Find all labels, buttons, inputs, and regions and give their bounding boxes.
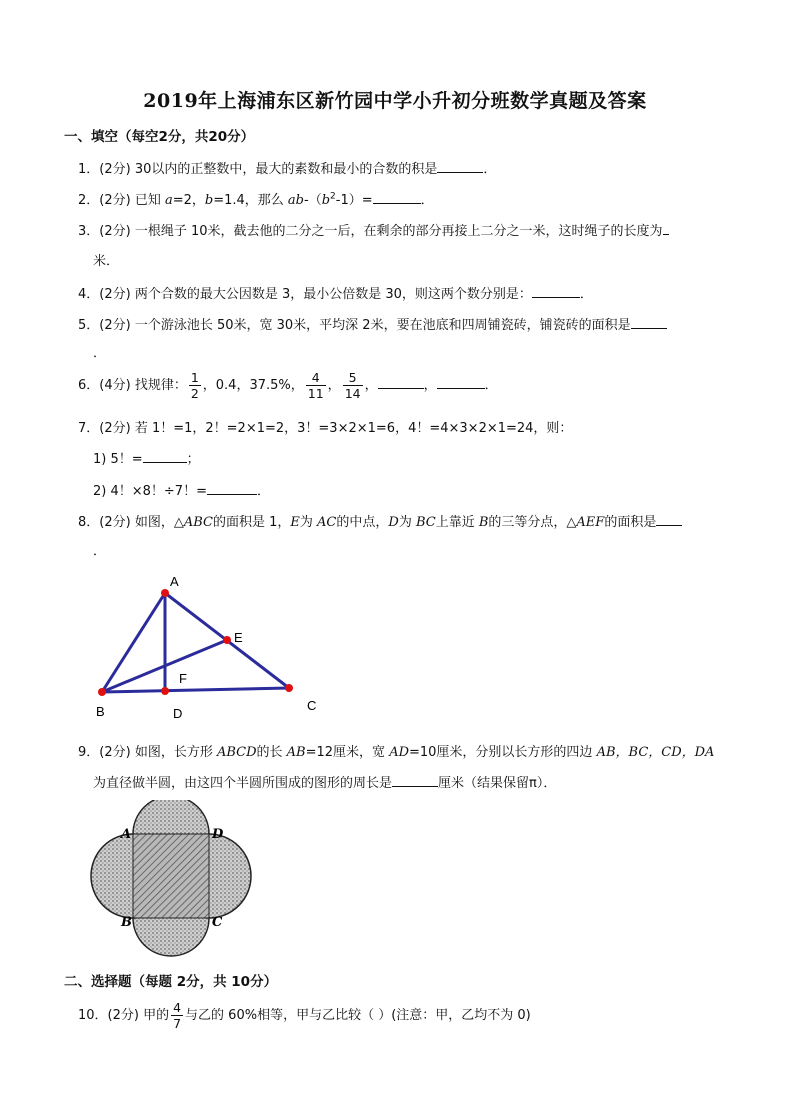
numerator: 4 [173,1000,182,1015]
question-8-text: 8．(2分) 如图，△ [78,515,184,530]
question-8-text: 的三等分点，△ [488,515,577,530]
answer-blank [373,190,421,204]
question-6-text: ，0.4，37.5%， [202,378,304,393]
answer-blank [392,773,438,787]
var-aef: AEF [576,515,605,530]
question-4 [78,283,593,302]
question-1-text: 1．(2分) 30以内的正整数中，最大的素数和最小的合数的积是 [78,162,438,177]
question-5-text: 5．(2分) 一个游泳池长 50米，宽 30米，平均深 2米，要在池底和四周铺瓷砖，铺瓷砖的面积是 [78,318,631,333]
segment-ab [102,593,165,692]
question-10-text: 与乙的 60%相等，甲与乙比较（ ）(注意：甲，乙均不为 0) [185,1008,531,1023]
var-ad: AD [389,745,409,760]
question-2-text: 2．(2分) 已知 [78,193,165,208]
var-abcd: ABCD [216,745,257,760]
denominator: 11 [307,386,324,401]
question-9-text: =10厘米，分别以长方形的四边 [409,745,597,760]
rectangle-abcd [133,834,209,918]
separator: ， [423,378,437,393]
question-2-end: ． [420,193,434,208]
var-ab: AB [286,745,306,760]
question-10-text: 10．(2分) 甲的 [78,1008,170,1023]
question-8-text: 为 [398,515,416,530]
question-7-part-2 [93,480,270,499]
denominator: 2 [190,386,199,401]
question-3-text: 3．(2分) 一根绳子 10米，截去他的二分之一后，在剩余的部分再接上二分之一米，这时绳子的长度为 [78,224,663,239]
question-7-part-2-text: 2) 4！×8！÷7！= [93,484,207,499]
question-1-end: ． [483,162,497,177]
answer-blank [437,375,485,389]
section-multiple-choice: 二、选择题（每题 2分，共 10分） [64,974,278,990]
question-3-cont: 米． [93,254,120,269]
segment-bc [102,688,289,692]
question-9-text: 9．(2分) 如图，长方形 [78,745,217,760]
question-8-text: 的中点， [336,515,389,530]
question-8-text: 的面积是 [604,515,657,530]
fraction-5-14 [343,370,363,401]
label-a: A [170,574,179,589]
answer-blank [663,221,669,235]
question-7-part-2-end: ． [256,484,270,499]
question-4-text: 4．(2分) 两个合数的最大公因数是 3，最小公倍数是 30，则这两个数分别是： [78,287,532,302]
question-9-text: =12厘米，宽 [305,745,390,760]
question-5-cont: ． [93,346,107,361]
question-5 [78,314,667,333]
var-e: E [290,515,300,530]
var-b: B [478,515,489,530]
label-c: C [212,915,223,930]
numerator: 5 [343,370,363,386]
separator: ， [327,378,341,393]
var-bc: BC [415,515,436,530]
triangle-lines [102,593,289,692]
point-e [223,636,231,644]
question-2 [78,189,434,208]
question-6-text: 6．(4分) 找规律： [78,378,187,393]
var-ab: ab [287,193,304,208]
denominator: 14 [344,386,361,401]
question-2-text: =2， [172,193,205,208]
answer-blank [437,159,483,173]
label-d: D [212,827,224,842]
answer-blank [378,375,424,389]
label-f: F [179,671,187,686]
question-9-text: 厘米（结果保留π）． [438,776,557,791]
point-d [161,687,169,695]
page-title: 2019年上海浦东区新竹园中学小升初分班数学真题及答案 [143,90,647,112]
question-2-text: =1.4，那么 [213,193,288,208]
question-9 [78,741,714,760]
question-10 [78,1000,531,1031]
question-1 [78,158,496,177]
fraction-4-7 [171,1000,183,1031]
var-b: b [204,193,214,208]
question-6 [78,370,498,401]
fraction-1-2 [189,370,201,401]
var-b: b [321,193,331,208]
question-7-part-1 [93,448,200,467]
question-9-text: 为直径做半圆，由这四个半圆所围成的图形的周长是 [93,776,393,791]
question-7: 7．(2分) 若 1！=1，2！=2×1=2，3！=3×2×1=6，4！=4×3×2×1=24，则： [78,421,573,436]
denominator: 7 [173,1016,182,1031]
var-abc: ABC [183,515,213,530]
question-8-text: 上靠近 [435,515,479,530]
separator: ， [364,378,378,393]
question-8-text: 的面积是 1， [212,515,291,530]
answer-blank [143,449,187,463]
answer-blank [631,315,667,329]
point-a [161,589,169,597]
question-7-part-1-end: ； [186,452,200,467]
label-c: C [307,698,317,713]
section-fill-in: 一、填空（每空2分，共20分） [64,129,255,145]
exponent: 2 [330,191,336,202]
numerator: 1 [190,370,199,385]
answer-blank [656,512,682,526]
answer-blank [532,284,580,298]
label-b: B [121,915,132,930]
question-6-end: ． [484,378,498,393]
question-8-text: 为 [299,515,318,530]
var-d: D [388,515,399,530]
semicircles-figure [88,800,258,960]
question-3 [78,220,669,239]
question-9-cont [93,772,556,791]
triangle-figure [80,568,340,728]
question-2-text: -（ [304,193,322,208]
question-8 [78,511,682,530]
label-b: B [96,704,105,719]
var-ac: AC [317,515,337,530]
point-b [98,688,106,696]
fraction-4-11 [306,370,326,401]
label-e: E [234,630,243,645]
answer-blank [207,481,257,495]
semicircle-shapes [91,800,251,956]
label-a: A [121,827,132,842]
var-a: a [164,193,173,208]
question-8-cont: ． [93,544,107,559]
question-7-part-1-text: 1) 5！= [93,452,143,467]
label-d: D [173,706,183,721]
question-2-text: -1）= [335,193,373,208]
numerator: 4 [306,370,326,386]
question-4-end: ． [579,287,593,302]
question-9-text: 的长 [256,745,287,760]
point-c [285,684,293,692]
var-sides: AB，BC，CD，DA [596,745,715,760]
